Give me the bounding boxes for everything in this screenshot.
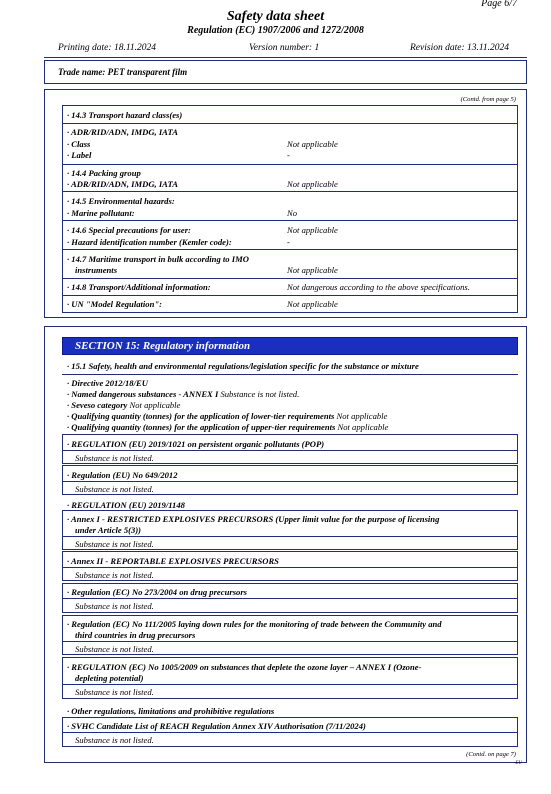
s144-title: · 14.4 Packing group <box>67 168 141 178</box>
named-label: · Named dangerous substances - ANNEX I <box>67 389 219 399</box>
r111-divider <box>62 641 518 642</box>
s143-divider <box>62 123 518 124</box>
annex1-line2: under Article 5(3)) <box>75 525 142 535</box>
seveso-label: · Seveso category <box>67 400 128 410</box>
class-label: · Class <box>67 139 91 149</box>
directive-label: · Directive 2012/18/EU <box>67 378 148 388</box>
r111-line2: third countries in drug precursors <box>75 630 196 640</box>
r111-value: Substance is not listed. <box>75 644 154 654</box>
marine-value: No <box>287 208 298 218</box>
r111-line1: · Regulation (EC) No 111/2005 laying down rules for the monitoring of trade between the Community and <box>67 619 442 629</box>
s147-line1: · 14.7 Maritime transport in bulk according to IMO <box>67 254 249 264</box>
r1148-title: · REGULATION (EU) 2019/1148 <box>67 500 185 510</box>
class-value: Not applicable <box>287 139 338 149</box>
header-divider <box>44 57 527 58</box>
r649-divider <box>62 481 518 482</box>
eu-mark: EU <box>515 761 522 766</box>
r649-title: · Regulation (EU) No 649/2012 <box>67 470 178 480</box>
annex1-line1: · Annex I - RESTRICTED EXPLOSIVES PRECURSORS (Upper limit value for the purpose of licensing <box>67 514 440 524</box>
label-value: - <box>287 150 290 160</box>
svhc-divider <box>62 732 518 733</box>
un-label: · UN "Model Regulation": <box>67 299 163 309</box>
seveso-value: Not applicable <box>129 400 181 410</box>
s148-label: · 14.8 Transport/Additional information: <box>67 282 211 292</box>
s143-adr: · ADR/RID/ADN, IMDG, IATA <box>67 127 178 137</box>
svhc-value: Substance is not listed. <box>75 735 154 745</box>
r1005-line1: · REGULATION (EC) No 1005/2009 on substances that deplete the ozone layer – ANNEX I (Ozone- <box>67 662 422 672</box>
lower-row <box>67 411 387 421</box>
named-row <box>67 389 299 399</box>
kemler-label: · Hazard identification number (Kemler code): <box>67 237 232 247</box>
pop-divider <box>62 450 518 451</box>
upper-row <box>67 422 388 432</box>
seveso-row <box>67 400 180 410</box>
lower-label: · Qualifying quantity (tonnes) for the application of lower-tier requirements <box>67 411 335 421</box>
s146-value: Not applicable <box>287 225 338 235</box>
s144-value: Not applicable <box>287 179 338 189</box>
un-value: Not applicable <box>287 299 338 309</box>
document-title: Safety data sheet <box>226 9 325 24</box>
label-label: · Label <box>67 150 92 160</box>
r1005-line2: depleting potential) <box>75 673 144 683</box>
r273-title: · Regulation (EC) No 273/2004 on drug precursors <box>67 587 248 597</box>
annex2-divider <box>62 567 518 568</box>
named-value: Substance is not listed. <box>220 389 300 399</box>
kemler-value: - <box>287 237 290 247</box>
s147-line2: instruments <box>75 265 118 275</box>
lower-value: Not applicable <box>336 411 388 421</box>
annex1-value: Substance is not listed. <box>75 539 154 549</box>
section15-header: SECTION 15: Regulatory information <box>62 337 518 355</box>
trade-name: Trade name: PET transparent film <box>58 67 188 77</box>
regulation-subtitle: Regulation (EC) 1907/2006 and 1272/2008 <box>187 25 364 36</box>
pop-value: Substance is not listed. <box>75 453 154 463</box>
s143-title: · 14.3 Transport hazard class(es) <box>67 110 183 120</box>
s144-adr: · ADR/RID/ADN, IMDG, IATA <box>67 179 178 189</box>
s148-value: Not dangerous according to the above specifications. <box>287 282 470 292</box>
r273-value: Substance is not listed. <box>75 601 154 611</box>
svhc-title: · SVHC Candidate List of REACH Regulation Annex XIV Authorisation (7/11/2024) <box>67 721 366 731</box>
s151-title: · 15.1 Safety, health and environmental regulations/legislation specific for the substance or mixture <box>67 361 419 371</box>
version-number: Version number: 1 <box>249 43 320 53</box>
other-title: · Other regulations, limitations and prohibitive regulations <box>67 706 275 716</box>
revision-date: Revision date: 13.11.2024 <box>410 43 510 53</box>
printing-date: Printing date: 18.11.2024 <box>58 43 156 53</box>
s146-title: · 14.6 Special precautions for user: <box>67 225 191 235</box>
annex1-divider <box>62 536 518 537</box>
s151-divider <box>62 374 518 375</box>
marine-label: · Marine pollutant: <box>67 208 135 218</box>
annex2-value: Substance is not listed. <box>75 570 154 580</box>
pop-title: · REGULATION (EU) 2019/1021 on persistent organic pollutants (POP) <box>67 439 325 449</box>
r1005-value: Substance is not listed. <box>75 687 154 697</box>
r1005-divider <box>62 684 518 685</box>
s145-title: · 14.5 Environmental hazards: <box>67 196 175 206</box>
r273-divider <box>62 598 518 599</box>
upper-value: Not applicable <box>337 422 389 432</box>
contd-from: (Contd. from page 5) <box>460 96 516 103</box>
upper-label: · Qualifying quantity (tonnes) for the application of upper-tier requirements <box>67 422 336 432</box>
contd-on: (Contd. on page 7) <box>466 751 516 758</box>
annex2-title: · Annex II - REPORTABLE EXPLOSIVES PRECURSORS <box>67 556 279 566</box>
s147-value: Not applicable <box>287 265 338 275</box>
page-number: Page 6/7 <box>481 0 517 9</box>
r649-value: Substance is not listed. <box>75 484 154 494</box>
